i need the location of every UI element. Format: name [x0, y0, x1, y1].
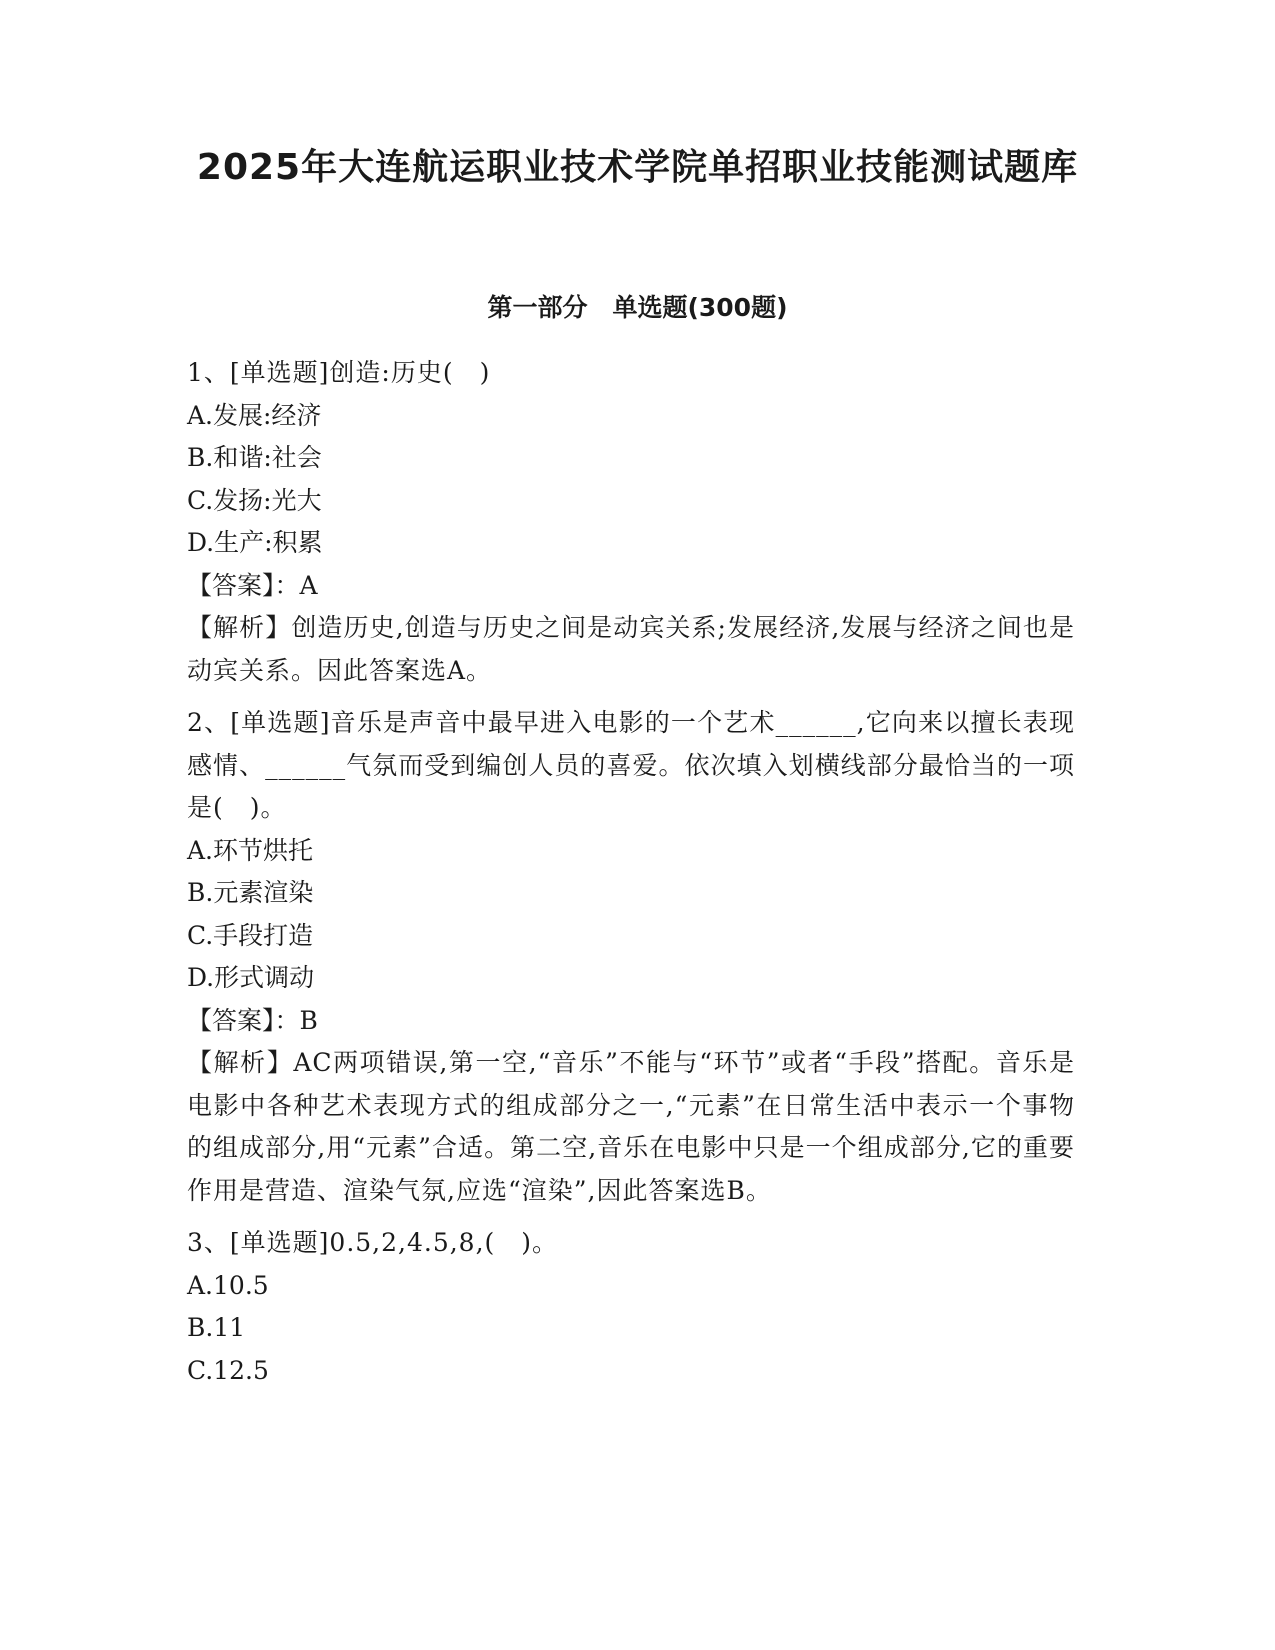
answer-line: [187, 565, 1075, 608]
analysis-text: 创造历史,创造与历史之间是动宾关系;发展经济,发展与经济之间也是动宾关系。因此答案选A。: [187, 613, 1075, 685]
question-1: [187, 352, 1075, 692]
option-a: A.环节烘托: [187, 835, 314, 865]
option-c: C.手段打造: [187, 920, 314, 950]
option-c: C.发扬:光大: [187, 485, 322, 515]
option-a: A.发展:经济: [187, 400, 322, 430]
section-title: 第一部分 单选题(300题): [487, 293, 788, 322]
question-stem: 2、[单选题]音乐是声音中最早进入电影的一个艺术______,它向来以擅长表现感情、______气氛而受到编创人员的喜爱。依次填入划横线部分最恰当的一项是( )。: [187, 708, 1075, 822]
answer-value: ：A: [274, 570, 318, 600]
option-a: A.10.5: [187, 1270, 269, 1300]
answer-value: ：B: [274, 1005, 318, 1035]
analysis-label: 【解析】: [187, 1048, 294, 1077]
document-title: 2025年大连航运职业技术学院单招职业技能测试题库: [196, 147, 1079, 188]
option-b: B.和谐:社会: [187, 443, 322, 472]
analysis-label: 【解析】: [187, 613, 292, 642]
option-d: D.形式调动: [187, 963, 315, 992]
answer-line: [187, 1000, 1075, 1043]
analysis-paragraph: [187, 1042, 1075, 1212]
analysis-paragraph: [187, 607, 1075, 692]
option-b: B.11: [187, 1313, 246, 1342]
option-b: B.元素渲染: [187, 878, 314, 907]
question-2: [187, 702, 1075, 1212]
question-stem: 3、[单选题]0.5,2,4.5,8,( )。: [187, 1228, 559, 1257]
question-stem: 1、[单选题]创造:历史( ): [187, 358, 491, 387]
option-d: D.生产:积累: [187, 528, 323, 557]
answer-label: 【答案】: [187, 1005, 275, 1035]
answer-label: 【答案】: [187, 570, 275, 600]
question-list: [187, 352, 1075, 1402]
option-c: C.12.5: [187, 1355, 269, 1385]
analysis-text: AC两项错误,第一空,“音乐”不能与“环节”或者“手段”搭配。音乐是电影中各种艺术表现方式的组成部分之一,“元素”在日常生活中表示一个事物的组成部分,用“元素”合适。第二空,音乐在电影中只是一个组成部分,它的重要作用是营造、渲染气氛,应选“渲染”,因此答案选B。: [187, 1048, 1075, 1205]
question-3: [187, 1222, 1075, 1392]
